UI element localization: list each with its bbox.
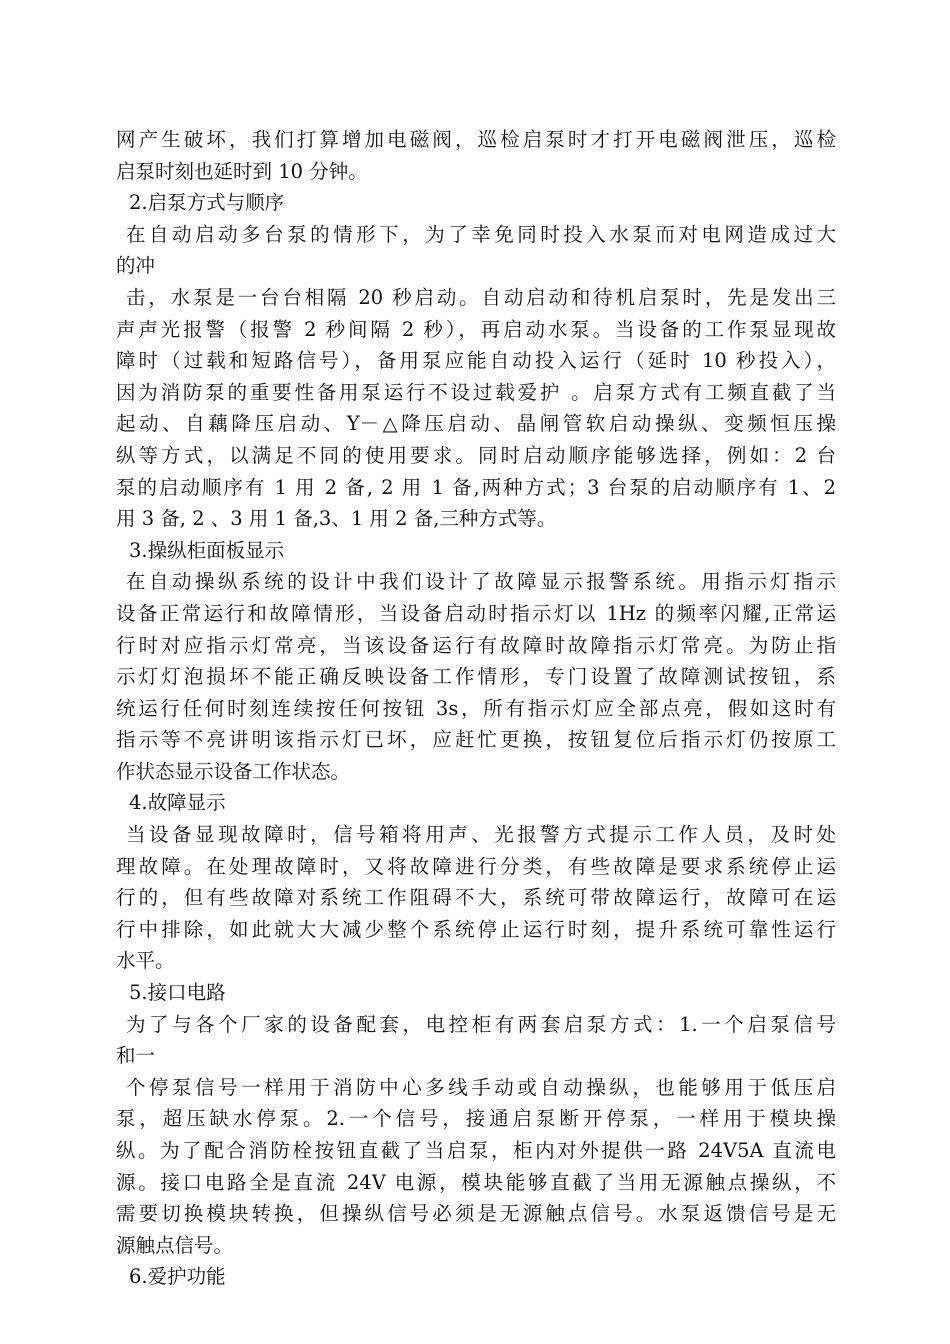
text-line: 障时（过载和短路信号），备用泵应能自动投入运行（延时 10 秒投入）， [116, 349, 836, 373]
text-line: 当设备显现故障时，信号箱将用声、光报警方式提示工作人员，及时处 [126, 823, 836, 847]
text-line: 作状态显示设备工作状态。 [116, 759, 351, 783]
text-line: 用 3 备, 2 、3 用 1 备,3、1 用 2 备,三种方式等。 [116, 507, 557, 531]
text-line: 设备正常运行和故障情形，当设备启动时指示灯以 1Hz 的频率闪耀,正常运 [116, 601, 836, 625]
text-line: 个停泵信号一样用于消防中心多线手动或自动操纵，也能够用于低压启 [126, 1075, 836, 1099]
text-line: 纵。为了配合消防栓按钮直截了当启泵，柜内对外提供一路 24V5A 直流电 [116, 1139, 836, 1162]
section-heading: 3.操纵柜面板显示 [129, 538, 285, 562]
text-line: 源。接口电路全是直流 24V 电源，模块能够直截了当用无源触点操纵，不 [116, 1170, 836, 1194]
text-line: 水平。 [116, 949, 175, 973]
text-line: 在自动操纵系统的设计中我们设计了故障显示报警系统。用指示灯指示 [126, 570, 836, 594]
text-line: 启泵时刻也延时到 10 分钟。 [116, 159, 368, 183]
text-line: 和一 [116, 1044, 156, 1068]
text-line: 行的，但有些故障对系统工作阻碍不大，系统可带故障运行，故障可在运 [116, 886, 836, 910]
text-line: 源触点信号。 [116, 1233, 234, 1257]
section-heading: 4.故障显示 [129, 791, 226, 815]
text-line: 泵的启动顺序有 1 用 2 备, 2 用 1 备,两种方式；3 台泵的启动顺序有 1、2 [116, 475, 836, 499]
text-line: 指示等不亮讲明该指示灯已坏，应赶忙更换，按钮复位后指示灯仍按原工 [116, 728, 836, 752]
text-line: 行中排除，如此就大大减少整个系统停止运行时刻，提升系统可靠性运行 [116, 917, 836, 941]
section-heading: 2.启泵方式与顺序 [129, 191, 285, 215]
text-line: 纵等方式，以满足不同的使用要求。同时启动顺序能够选择，例如：2 台 [116, 443, 836, 467]
text-line: 理故障。在处理故障时，又将故障进行分类，有些故障是要求系统停止运 [116, 854, 836, 878]
text-line: 示灯灯泡损坏不能正确反映设备工作情形，专门设置了故障测试按钮，系 [116, 665, 836, 689]
text-line: 的冲 [116, 254, 156, 278]
text-line: 击，水泵是一台台相隔 20 秒启动。自动启动和待机启泵时，先是发出三 [126, 285, 836, 309]
text-line: 泵，超压缺水停泵。2.一个信号，接通启泵断开停泵，一样用于模块操 [116, 1107, 836, 1131]
text-line: 需要切换模块转换，但操纵信号必须是无源触点信号。水泵返馈信号是无 [116, 1202, 836, 1226]
text-line: 声声光报警（报警 2 秒间隔 2 秒），再启动水泵。当设备的工作泵显现故 [116, 317, 836, 341]
text-line: 网产生破坏，我们打算增加电磁阀，巡检启泵时才打开电磁阀泄压，巡检 [116, 128, 836, 151]
text-line: 统运行任何时刻连续按任何按钮 3s，所有指示灯应全部点亮，假如这时有 [116, 696, 836, 720]
text-line: 起动、自藕降压启动、Y－△降压启动、晶闸管软启动操纵、变频恒压操 [116, 412, 836, 436]
document-body [116, 124, 836, 1293]
text-line: 为了与各个厂家的设备配套，电控柜有两套启泵方式：1.一个启泵信号 [126, 1012, 836, 1036]
text-line: 行时对应指示灯常亮，当该设备运行有故障时故障指示灯常亮。为防止指 [116, 633, 836, 657]
section-heading: 5.接口电路 [129, 981, 226, 1005]
text-line: 因为消防泵的重要性备用泵运行不设过载爱护 。启泵方式有工频直截了当 [116, 380, 836, 404]
section-heading: 6.爱护功能 [129, 1265, 226, 1289]
text-line: 在自动启动多台泵的情形下，为了幸免同时投入水泵而对电网造成过大 [126, 222, 836, 246]
